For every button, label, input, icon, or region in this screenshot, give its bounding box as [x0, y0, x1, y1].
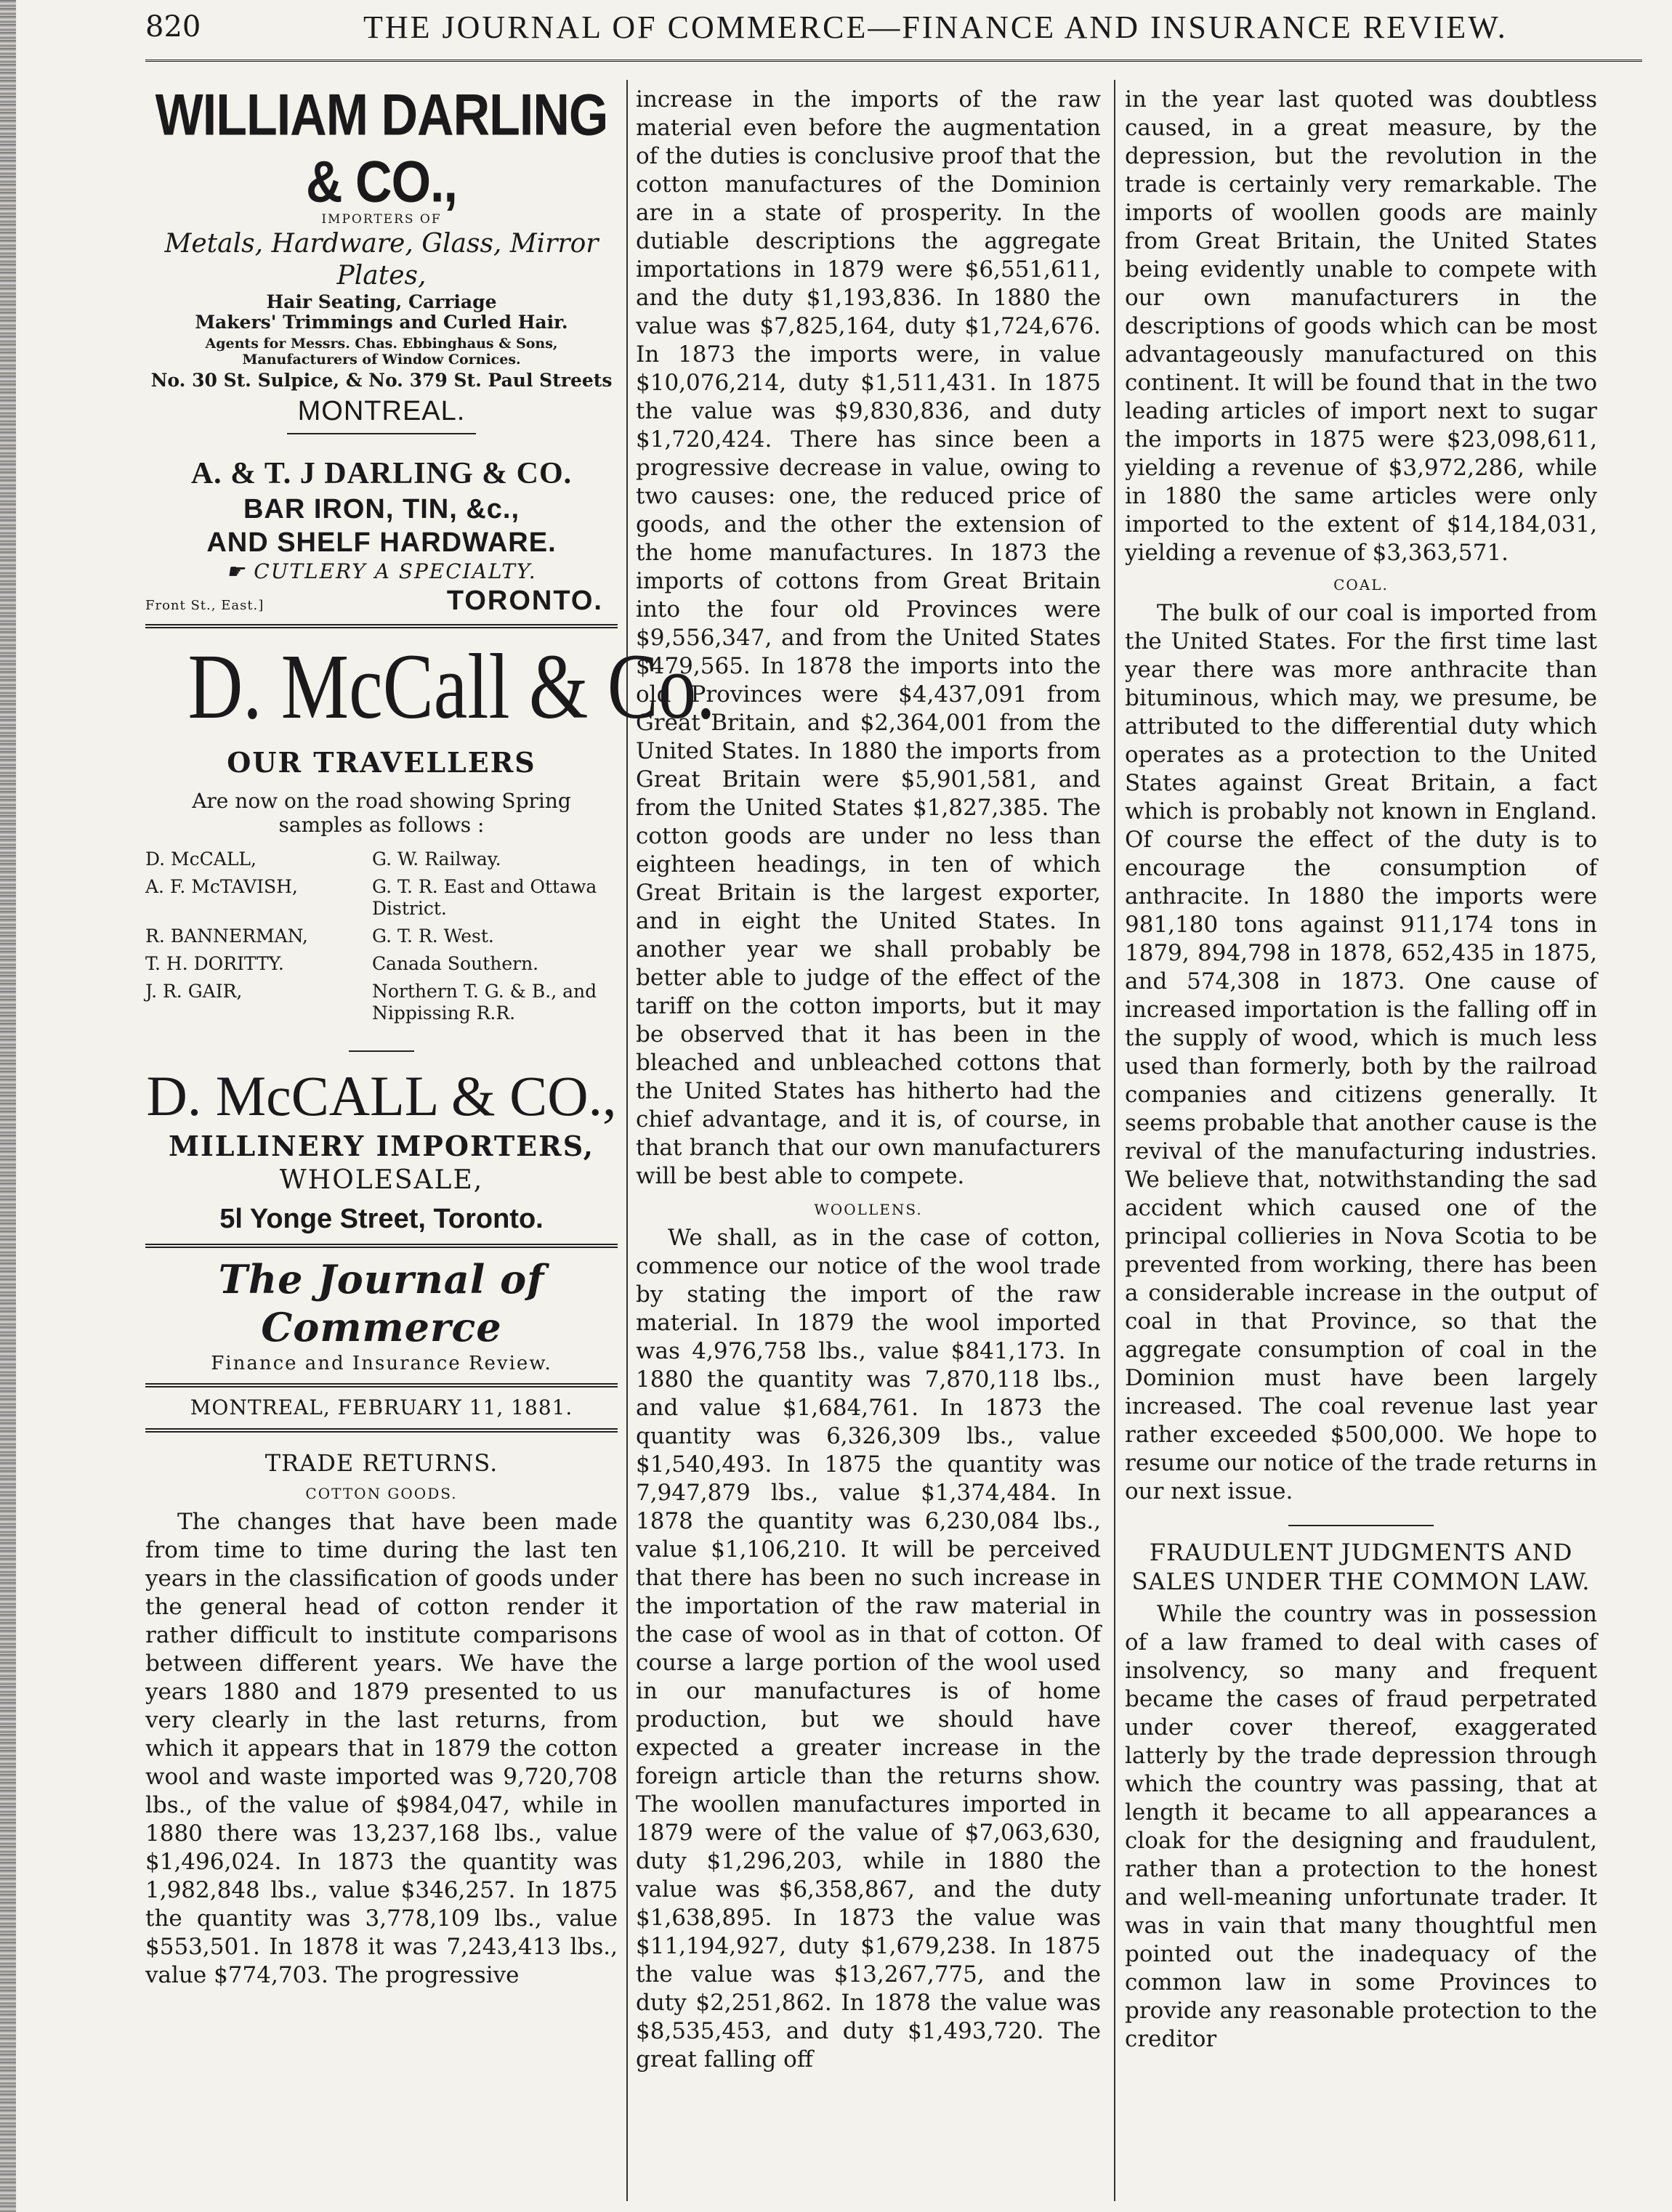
ad-at-darling-line1: BAR IRON, TIN, &c., [243, 494, 520, 524]
running-head: THE JOURNAL OF COMMERCE—FINANCE AND INSURANCE REVIEW. [363, 9, 1508, 45]
table-row [145, 875, 618, 924]
masthead-rule-mid [145, 1383, 618, 1387]
divider [349, 1050, 414, 1052]
traveller-name: T. H. DORITTY. [145, 953, 284, 974]
traveller-route: G. W. Railway. [372, 848, 501, 870]
coal-paragraph: The bulk of our coal is imported from the United States. For the first time last year there was more anthracite than bituminous, which may, we presume, be attributed to the differential duty which operates as a protection to the United States against Great Britain, a fact which is probably not known in England. Of course the effect of the duty is to encourage the consumption of anthracite. In 1880 the imports were 981,180 tons against 911,174 tons in 1879, 894,798 in 1878, 652,435 in 1875, and 574,308 in 1873. One cause of increased importation is the falling off in the supply of wood, which is much less used than formerly, both by the railroad companies and citizens generally. It seems probable that another cause is the revival of the manufacturing industries. We believe that, notwithstanding the sad accident which caused one of the principal collieries in Nova Scotia to be prevented from working, there has been a considerable increase in the output of coal in that Province, so that the aggregate consumption of coal in the Dominion must have been largely increased. The coal revenue last year rather exceeded $500,000. We hope to resume our notice of the trade returns in our next issue. [1125, 600, 1597, 1504]
ad-darling-address: No. 30 St. Sulpice, & No. 379 St. Paul Streets [150, 370, 613, 391]
traveller-name: D. McCALL, [145, 848, 257, 870]
ad-darling-line1: Hair Seating, Carriage [266, 291, 497, 312]
cotton-paragraph: The changes that have been made from time to time during the last ten years in the classification of goods under the general head of cotton render it rather difficult to institute comparisons between different years. We have the years 1880 and 1879 presented to us very clearly in the last returns, from which it appears that in 1879 the cotton wool and waste imported was 9,720,708 lbs., of the value of $984,047, while in 1880 there was 13,237,168 lbs., value $1,496,024. In 1873 the quantity was 1,982,848 lbs., value $346,257. In 1875 the quantity was 3,778,109 lbs., value $553,501. In 1878 it was 7,243,413 lbs., value $774,703. The progressive [145, 1509, 618, 1988]
traveller-name: A. F. McTAVISH, [145, 876, 298, 897]
ad-mccall-millinery [145, 1064, 618, 1236]
ad-darling-goods: Metals, Hardware, Glass, Mirror Plates, [164, 229, 599, 291]
masthead-subtitle: Finance and Insurance Review. [211, 1353, 552, 1374]
ad-mccall-firm: D. McCall & Co. [187, 635, 716, 738]
ad-at-darling-firm: A. & T. J DARLING & CO. [190, 457, 573, 490]
ad-mccall-travellers [145, 635, 716, 1052]
column-rule-1 [626, 80, 628, 2201]
ad-mccall-travellers-heading: OUR TRAVELLERS [227, 746, 536, 779]
ad-millinery-line1: MILLINERY IMPORTERS, [168, 1130, 595, 1162]
masthead-title: The Journal of Commerce [218, 1256, 545, 1350]
table-row [145, 979, 618, 1029]
traveller-name: R. BANNERMAN, [145, 925, 308, 947]
woollens-paragraph-continued: in the year last quoted was doubtless caused, in a great measure, by the depression, but the revolution in the trade is certainly very remarkable. The imports of woollen goods are mainly from Great Britain, the United States being evidently unable to compete with our own manufacturers in the descriptions of goods which can be most advantageously manufactured on this continent. It will be found that in the two leading articles of import next to sugar the imports in 1875 were $23,098,611, yielding a revenue of $3,972,286, while in 1880 the same articles were only imported to the extent of $14,184,031, yielding a revenue of $3,363,571. [1125, 86, 1597, 566]
ad-darling-line2: Makers' Trimmings and Curled Hair. [195, 312, 568, 333]
ad-at-darling-city: TORONTO. [446, 586, 603, 616]
masthead-rule-bottom [145, 1428, 618, 1433]
ad-at-darling [145, 455, 618, 617]
divider [287, 433, 476, 434]
header-rule [145, 60, 1642, 62]
subhead-coal: COAL. [1333, 576, 1389, 593]
woollens-paragraph: We shall, as in the case of cotton, commence our notice of the wool trade by stating the import of the raw material. In 1879 the wool imported was 4,976,758 lbs., value $841,173. In 1880 the quantity was 7,870,118 lbs., and value $1,684,761. In 1873 the quantity was 6,326,309 lbs., value $1,540,493. In 1875 the quantity was 7,947,879 lbs., value $1,374,484. In 1878 the quantity was 6,230,084 lbs., value $1,106,210. It will be perceived that there has been no such increase in the importation of the raw material in the case of wool as in that of cotton. Of course a large portion of the wool used in our manufactures is of home production, but we should have expected a greater increase in the foreign article than the returns show. The woollen manufactures imported in 1879 were of the value of $7,063,630, duty $1,296,203, while in 1880 the value was $6,358,867, and the duty $1,638,895. In 1873 the value was $11,194,927, duty $1,679,238. In 1875 the value was $13,267,775, and the duty $2,251,862. In 1878 the value was $8,535,453, and duty $1,493,720. The great falling off [636, 1225, 1101, 2073]
subhead-woollens: WOOLLENS. [814, 1201, 923, 1218]
ad-millinery-address: 5l Yonge Street, Toronto. [219, 1204, 544, 1234]
ad-millinery-line2: WHOLESALE, [279, 1165, 484, 1195]
ad-darling-city: MONTREAL. [297, 396, 466, 426]
traveller-route: Northern T. G. & B., and Nippissing R.R. [372, 981, 597, 1024]
column-rule-2 [1114, 80, 1115, 2201]
ad-at-darling-line2: AND SHELF HARDWARE. [206, 527, 557, 558]
traveller-route: Canada Southern. [372, 953, 539, 974]
ad-darling-importers: IMPORTERS OF [321, 212, 442, 227]
travellers-table [145, 847, 618, 1029]
ad-darling-agents: Agents for Messrs. Chas. Ebbinghaus & Sons, Manufacturers of Window Cornices. [205, 336, 558, 368]
left-column [145, 82, 716, 1990]
ad-at-darling-specialty: ☛ CUTLERY A SPECIALTY. [226, 559, 537, 583]
right-column [1125, 86, 1597, 2054]
traveller-route: G. T. R. West. [372, 925, 494, 947]
dateline: MONTREAL, FEBRUARY 11, 1881. [190, 1395, 573, 1419]
masthead [145, 1255, 618, 1376]
binding-edge [0, 0, 16, 2212]
ad-separator [145, 624, 618, 628]
page-number: 820 [145, 10, 201, 44]
traveller-route: G. T. R. East and Ottawa District. [372, 876, 597, 919]
subhead-cotton: COTTON GOODS. [305, 1485, 458, 1502]
ad-william-darling [145, 82, 618, 434]
ad-millinery-firm: D. McCALL & CO., [146, 1064, 617, 1127]
table-row [145, 847, 618, 875]
traveller-name: J. R. GAIR, [145, 981, 243, 1002]
masthead-rule-top [145, 1244, 618, 1248]
table-row [145, 952, 618, 979]
article-title-fraud: FRAUDULENT JUDGMENTS AND SALES UNDER THE COMMON LAW. [1131, 1539, 1591, 1595]
cotton-paragraph-continued: increase in the imports of the raw material even before the augmentation of the duties is conclusive proof that the cotton manufactures of the Dominion are in a state of prosperity. In the dutiable descriptions the aggregate importations in 1879 were $6,551,611, and the duty $1,193,836. In 1880 the value was $7,825,164, duty $1,724,676. In 1873 the imports were, in value $10,076,214, duty $1,511,431. In 1875 the value was $9,830,836, and duty $1,720,424. There has since been a progressive decrease in value, owing to two causes: one, the reduced price of goods, and the other the extension of the home manufactures. In 1873 the imports of cottons from Great Britain into the four old Provinces were $9,556,347, and from the United States $479,565. In 1878 the imports into the old Provinces were $4,437,091 from Great Britain, and $2,364,001 from the United States. In 1880 the imports from Great Britain were $5,901,581, and from the United States $1,827,385. The cotton goods are under no less than eighteen headings, in ten of which Great Britain is the largest exporter, and in eight the United States. In another year we shall probably be better able to judge of the effect of the tariff on the cotton imports, but it may be observed that it has been in the bleached and unbleached cottons that the United States has hitherto had the chief advantage, and it is, of course, in that branch that our own manufacturers will be best able to compete. [636, 86, 1101, 1189]
ad-darling-firm: WILLIAM DARLING & CO., [155, 82, 608, 214]
page-header [145, 6, 1642, 49]
article-title: TRADE RETURNS. [264, 1449, 498, 1477]
divider [1288, 1525, 1434, 1526]
ad-at-darling-street: Front St., East.] [145, 598, 264, 613]
ad-mccall-travellers-note: Are now on the road showing Spring samples as follows : [192, 789, 571, 837]
table-row [145, 924, 618, 952]
middle-column [636, 86, 1101, 2074]
fraud-paragraph: While the country was in possession of a law framed to deal with cases of insolvency, so many and frequent became the cases of fraud perpetrated under cover thereof, exaggerated latterly by the trade depression through which the country was passing, that at length it became to all appearances a cloak for the designing and fraudulent, rather than a protection to the honest and well-meaning unfortunate trader. It was in vain that many thoughtful men pointed out the inadequacy of the common law in some Provinces to provide any reasonable protection to the creditor [1125, 1601, 1597, 2052]
